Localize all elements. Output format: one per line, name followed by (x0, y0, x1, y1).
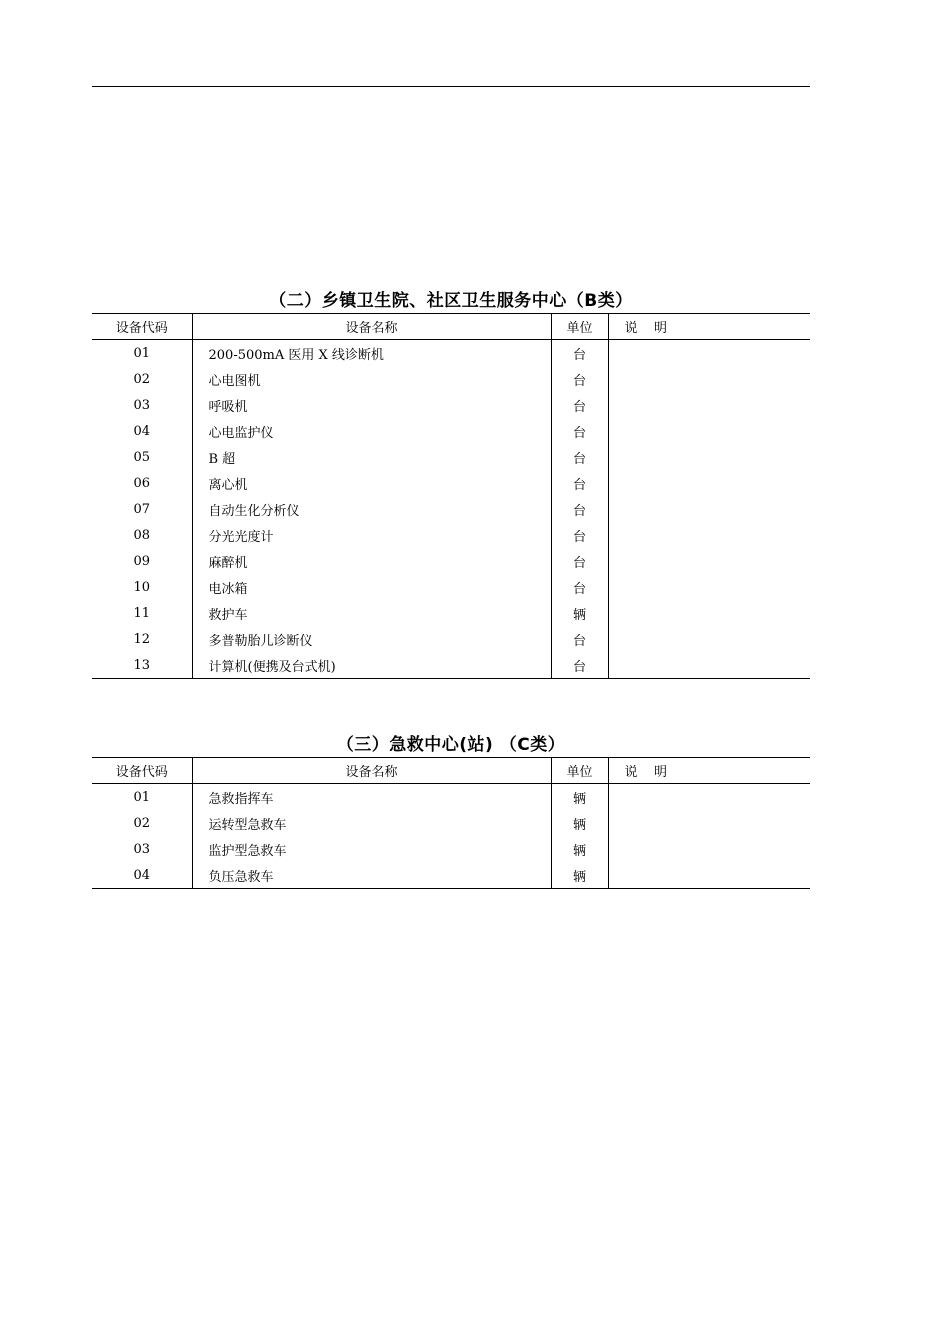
cell-note (608, 548, 810, 574)
cell-code: 04 (133, 423, 151, 439)
table-row (92, 522, 810, 548)
cell-unit: 辆 (551, 810, 608, 836)
cell-code: 08 (133, 527, 151, 543)
equipment-table (92, 757, 810, 889)
table-row (92, 784, 810, 811)
cell-note (608, 496, 810, 522)
table-header-row (92, 314, 810, 340)
table-header-row (92, 758, 810, 784)
cell-name: 负压急救车 (192, 862, 551, 889)
cell-unit: 台 (551, 470, 608, 496)
header-unit: 单位 (551, 758, 608, 784)
cell-name: 监护型急救车 (192, 836, 551, 862)
cell-code: 09 (133, 553, 151, 569)
equipment-table (92, 313, 810, 679)
cell-name: 心电图机 (192, 366, 551, 392)
cell-unit: 台 (551, 496, 608, 522)
cell-name: 多普勒胎儿诊断仪 (192, 626, 551, 652)
header-name: 设备名称 (192, 314, 551, 340)
header-code: 设备代码 (92, 758, 192, 784)
table-row (92, 810, 810, 836)
cell-code: 11 (133, 605, 151, 621)
cell-unit: 台 (551, 418, 608, 444)
cell-note (608, 862, 810, 889)
cell-unit: 台 (551, 444, 608, 470)
cell-code: 02 (133, 371, 151, 387)
cell-note (608, 392, 810, 418)
header-note: 说 明 (608, 314, 810, 340)
cell-note (608, 522, 810, 548)
cell-unit: 台 (551, 652, 608, 679)
header-name: 设备名称 (192, 758, 551, 784)
cell-name: 分光光度计 (192, 522, 551, 548)
section-b-township-health (92, 290, 810, 679)
cell-note (608, 418, 810, 444)
cell-note (608, 366, 810, 392)
cell-note (608, 444, 810, 470)
header-code: 设备代码 (92, 314, 192, 340)
table-row (92, 392, 810, 418)
cell-code: 13 (92, 652, 192, 679)
table-row (92, 600, 810, 626)
cell-name: 呼吸机 (192, 392, 551, 418)
cell-code: 01 (133, 789, 151, 805)
table-row (92, 836, 810, 862)
cell-unit: 台 (551, 366, 608, 392)
cell-unit: 辆 (551, 600, 608, 626)
table-body (92, 784, 810, 889)
table-row (92, 340, 810, 367)
cell-code: 06 (133, 475, 151, 491)
cell-name: 运转型急救车 (192, 810, 551, 836)
cell-note (608, 470, 810, 496)
cell-name: 计算机(便携及台式机) (192, 652, 551, 679)
cell-name: 麻醉机 (192, 548, 551, 574)
cell-unit: 台 (551, 522, 608, 548)
cell-name: 急救指挥车 (192, 784, 551, 811)
cell-unit: 台 (551, 548, 608, 574)
cell-name: 200-500mA 医用 X 线诊断机 (192, 340, 551, 367)
cell-unit: 台 (551, 626, 608, 652)
cell-code: 04 (92, 862, 192, 889)
table-row (92, 652, 810, 679)
cell-unit: 辆 (551, 862, 608, 889)
cell-code: 03 (133, 397, 151, 413)
cell-code: 03 (133, 841, 151, 857)
cell-code: 10 (133, 579, 151, 595)
cell-unit: 台 (551, 392, 608, 418)
cell-name: 电冰箱 (192, 574, 551, 600)
table-row (92, 418, 810, 444)
cell-note (608, 626, 810, 652)
header-note: 说 明 (608, 758, 810, 784)
cell-unit: 辆 (551, 784, 608, 811)
cell-code: 05 (133, 449, 151, 465)
table-row (92, 366, 810, 392)
cell-name: 救护车 (192, 600, 551, 626)
table-row (92, 496, 810, 522)
cell-note (608, 836, 810, 862)
cell-note (608, 810, 810, 836)
section-c-emergency-center (92, 734, 810, 889)
table-row (92, 548, 810, 574)
table-row (92, 470, 810, 496)
section-title: （三）急救中心(站) （C类） (336, 735, 566, 755)
section-title: （二）乡镇卫生院、社区卫生服务中心（B类） (269, 291, 633, 311)
cell-unit: 辆 (551, 836, 608, 862)
table-body (92, 340, 810, 679)
cell-name: 离心机 (192, 470, 551, 496)
cell-name: 心电监护仪 (192, 418, 551, 444)
table-row (92, 626, 810, 652)
cell-code: 02 (133, 815, 151, 831)
header-unit: 单位 (551, 314, 608, 340)
cell-note (608, 652, 810, 679)
cell-note (608, 600, 810, 626)
cell-code: 12 (133, 631, 151, 647)
cell-code: 01 (133, 345, 151, 361)
page-header-rule (92, 86, 810, 87)
cell-name: 自动生化分析仪 (192, 496, 551, 522)
table-row (92, 862, 810, 889)
cell-note (608, 340, 810, 367)
cell-unit: 台 (551, 340, 608, 367)
cell-unit: 台 (551, 574, 608, 600)
cell-note (608, 784, 810, 811)
table-row (92, 444, 810, 470)
cell-name: B 超 (192, 444, 551, 470)
table-row (92, 574, 810, 600)
cell-note (608, 574, 810, 600)
cell-code: 07 (133, 501, 151, 517)
